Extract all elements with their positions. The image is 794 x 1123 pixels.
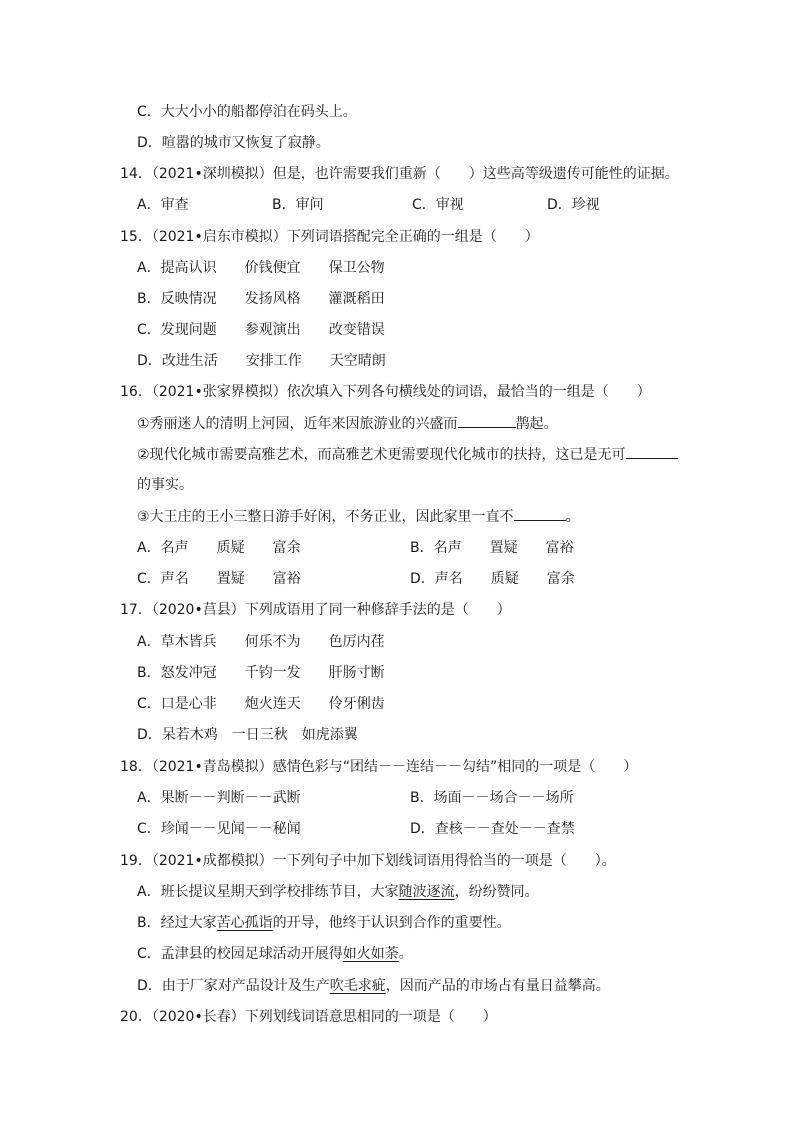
q19-option-a: A．班长提议星期天到学校排练节目，大家随波逐流，纷纷赞同。 bbox=[137, 884, 539, 900]
underlined-phrase: 随波逐流 bbox=[398, 884, 455, 900]
q14-option-a: A．审查 bbox=[137, 197, 189, 213]
fill-blank bbox=[458, 413, 516, 428]
q19-stem: 19．（2021•成都模拟）一下列句子中加下划线词语用得恰当的一项是（ ）。 bbox=[120, 853, 616, 869]
q18-option-d: D．查核－－查处－－查禁 bbox=[410, 821, 575, 837]
q17-option-a: A．草木皆兵 何乐不为 色厉内荏 bbox=[137, 634, 385, 650]
q19-option-c: C．孟津县的校园足球活动开展得如火如荼。 bbox=[137, 946, 413, 962]
q17-stem: 17．（2020•莒县）下列成语用了同一种修辞手法的是（ ） bbox=[120, 602, 511, 618]
fill-blank bbox=[514, 506, 566, 521]
q18-option-c: C．珍闻－－见闻－－秘闻 bbox=[137, 821, 301, 837]
q17-option-b: B．怒发冲冠 千钧一发 肝肠寸断 bbox=[137, 665, 385, 681]
q14-option-c: C．审视 bbox=[412, 197, 464, 213]
underlined-phrase: 如火如荼 bbox=[342, 946, 399, 962]
q18-options-row-2 bbox=[137, 819, 657, 839]
q15-option-c: C．发现问题 参观演出 改变错误 bbox=[137, 322, 385, 338]
q19-option-d: D．由于厂家对产品设计及生产吹毛求疵，因而产品的市场占有量日益攀高。 bbox=[137, 978, 610, 994]
q19-option-b: B．经过大家苦心孤诣的开导，他终于认识到合作的重要性。 bbox=[137, 915, 511, 931]
fill-blank bbox=[626, 444, 678, 459]
q15-option-a: A．提高认识 价钱便宜 保卫公物 bbox=[137, 260, 385, 276]
q17-option-c: C．口是心非 炮火连天 伶牙俐齿 bbox=[137, 696, 385, 712]
q16-sentence-2-cont: 的事实。 bbox=[137, 477, 193, 493]
q16-option-d: D．声名 质疑 富余 bbox=[410, 571, 575, 587]
q20-stem: 20．（2020•长春）下列划线词语意思相同的一项是（ ） bbox=[120, 1009, 497, 1025]
q16-option-c: C．声名 置疑 富裕 bbox=[137, 571, 301, 587]
q15-stem: 15．（2021•启东市模拟）下列词语搭配完全正确的一组是（ ） bbox=[120, 229, 539, 245]
underlined-phrase: 苦心孤诣 bbox=[216, 915, 273, 931]
q16-options-row-1 bbox=[137, 538, 657, 558]
q18-stem: 18．（2021•青岛模拟）感情色彩与“团结－－连结－－勾结”相同的一项是（ ） bbox=[120, 759, 638, 775]
q14-option-d: D．珍视 bbox=[547, 197, 600, 213]
q17-option-d: D．呆若木鸡 一日三秋 如虎添翼 bbox=[137, 727, 358, 743]
q16-options-row-2 bbox=[137, 569, 657, 589]
q14-option-b: B．审问 bbox=[272, 197, 324, 213]
q15-option-b: B．反映情况 发扬风格 灌溉稻田 bbox=[137, 291, 385, 307]
phrase: 日益攀高 bbox=[539, 978, 596, 994]
q18-option-a: A．果断－－判断－－武断 bbox=[137, 790, 301, 806]
q16-stem: 16．（2021•张家界模拟）依次填入下列各句横线处的词语，最恰当的一组是（ ） bbox=[120, 384, 651, 400]
q14-stem: 14．（2021•深圳模拟）但是，也许需要我们重新（ ）这些高等级遗传可能性的证据。 bbox=[120, 166, 679, 182]
q13-option-c: C．大大小小的船都停泊在码头上。 bbox=[137, 104, 357, 120]
q13-option-d: D．喧嚣的城市又恢复了寂静。 bbox=[137, 135, 330, 151]
q18-option-b: B．场面－－场合－－场所 bbox=[410, 790, 574, 806]
q18-options-row-1 bbox=[137, 788, 657, 808]
q16-sentence-2: ②现代化城市需要高雅艺术，而高雅艺术更需要现代化城市的扶持，这已是无可 bbox=[137, 444, 678, 465]
underlined-phrase: 吹毛求疵 bbox=[329, 978, 386, 994]
q14-options bbox=[137, 195, 657, 215]
q16-sentence-3: ③大王庄的王小三整日游手好闲，不务正业，因此家里一直不 。 bbox=[137, 506, 580, 527]
q16-option-b: B．名声 置疑 富裕 bbox=[410, 540, 574, 556]
q16-sentence-1: ①秀丽迷人的清明上河园，近年来因旅游业的兴盛而 鹊起。 bbox=[137, 413, 558, 434]
q16-option-a: A．名声 质疑 富余 bbox=[137, 540, 301, 556]
q15-option-d: D．改进生活 安排工作 天空晴朗 bbox=[137, 353, 386, 369]
